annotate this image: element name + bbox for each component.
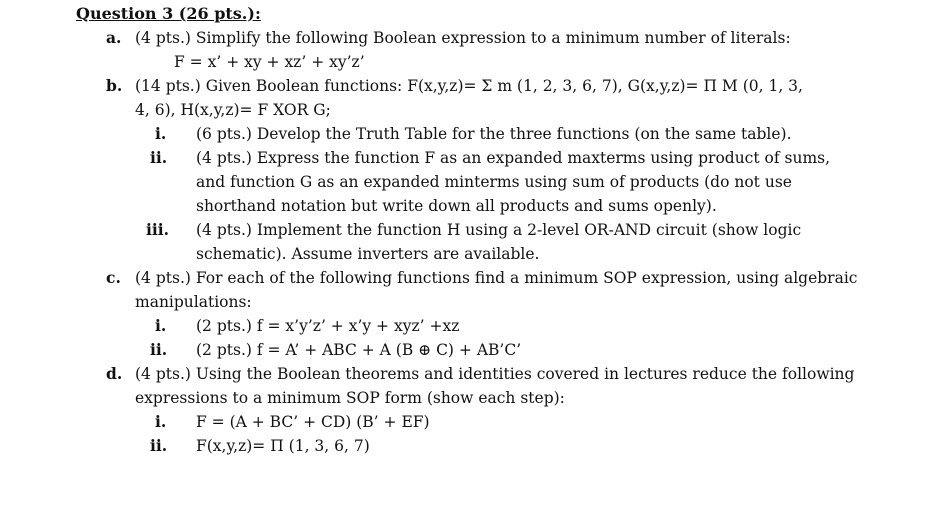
part-d-letter: d.	[106, 364, 123, 383]
part-b-ii-marker: ii.	[150, 148, 168, 167]
part-d-i-marker: i.	[155, 412, 167, 431]
part-b-i-marker: i.	[155, 124, 167, 143]
part-c-i-marker: i.	[155, 316, 167, 335]
part-b-iii-text-line-2: schematic). Assume inverters are available.	[196, 245, 540, 263]
part-b-ii-text-line-3: shorthand notation but write down all products and sums openly).	[196, 197, 717, 215]
part-d-ii-text: F(x,y,z)= Π (1, 3, 6, 7)	[196, 437, 370, 455]
part-c-text-line-1: (4 pts.) For each of the following functions find a minimum SOP expression, using algebraic	[135, 269, 858, 287]
part-d-i-text: F = (A + BC’ + CD) (B’ + EF)	[196, 413, 430, 431]
part-d-ii-marker: ii.	[150, 436, 168, 455]
part-b-i-text: (6 pts.) Develop the Truth Table for the three functions (on the same table).	[196, 125, 792, 143]
part-c-i-text: (2 pts.) f = x’y’z’ + x’y + xyz’ +xz	[196, 317, 460, 335]
part-c-ii-text: (2 pts.) f = A’ + ABC + A (B ⊕ C) + AB’C’	[196, 341, 522, 359]
part-d-text-line-1: (4 pts.) Using the Boolean theorems and identities covered in lectures reduce the following	[135, 365, 855, 383]
part-b-iii-text-line-1: (4 pts.) Implement the function H using a 2-level OR-AND circuit (show logic	[196, 221, 802, 239]
part-b-letter: b.	[106, 76, 123, 95]
part-a-text-line-1: (4 pts.) Simplify the following Boolean expression to a minimum number of literals:	[135, 29, 791, 47]
part-b-ii-text-line-2: and function G as an expanded minterms using sum of products (do not use	[196, 173, 792, 191]
part-c-ii-marker: ii.	[150, 340, 168, 359]
part-b-iii-marker: iii.	[146, 220, 170, 239]
part-c-letter: c.	[106, 268, 121, 287]
part-b-text-line-1: (14 pts.) Given Boolean functions: F(x,y,z)= Σ m (1, 2, 3, 6, 7), G(x,y,z)= Π M (0, 1, 3,	[135, 77, 803, 95]
part-b-ii-text-line-1: (4 pts.) Express the function F as an expanded maxterms using product of sums,	[196, 149, 831, 167]
part-a-letter: a.	[106, 28, 122, 47]
part-a-expression: F = x’ + xy + xz’ + xy’z’	[174, 53, 365, 71]
question-title: Question 3 (26 pts.):	[76, 4, 261, 23]
part-b-text-line-2: 4, 6), H(x,y,z)= F XOR G;	[135, 101, 331, 119]
part-d-text-line-2: expressions to a minimum SOP form (show each step):	[135, 389, 565, 407]
part-c-text-line-2: manipulations:	[135, 293, 252, 311]
